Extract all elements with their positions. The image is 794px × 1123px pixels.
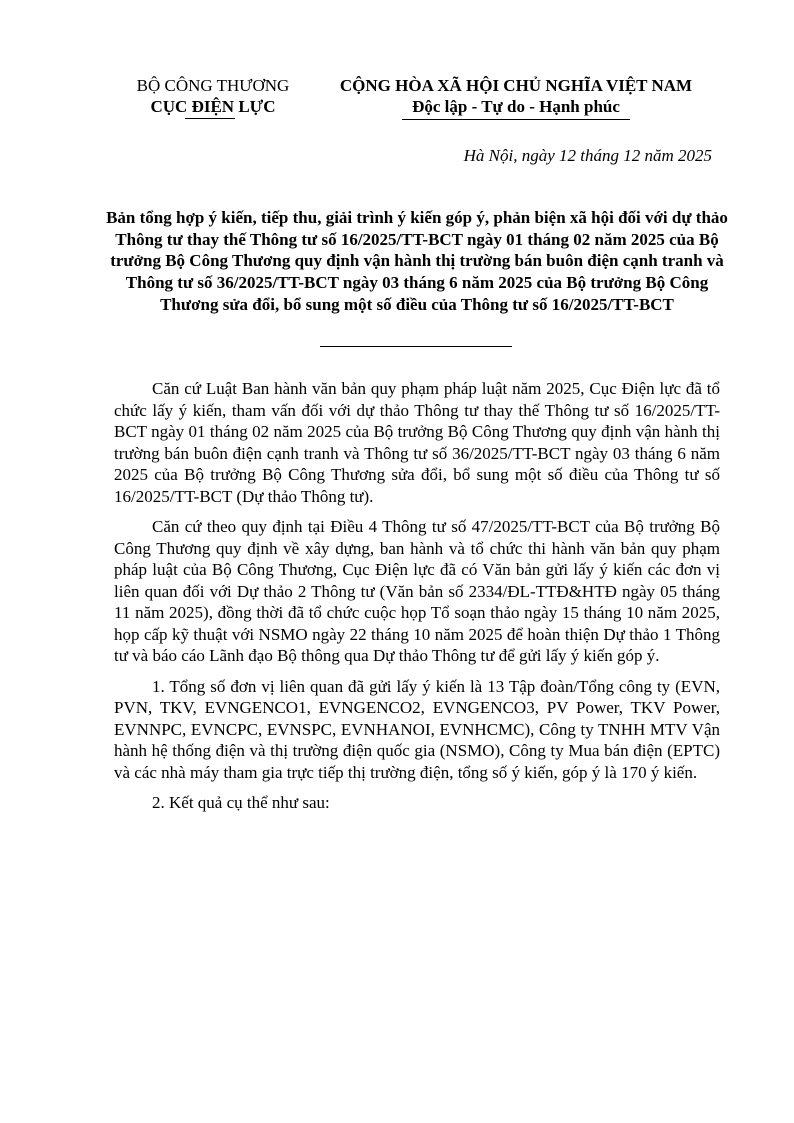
issuing-agency-block bbox=[118, 76, 308, 119]
nation-name: CỘNG HÒA XÃ HỘI CHỦ NGHĨA VIỆT NAM bbox=[339, 76, 693, 95]
department-name: CỤC ĐIỆN LỰC bbox=[150, 97, 276, 116]
document-body bbox=[114, 378, 720, 823]
national-motto: Độc lập - Tự do - Hạnh phúc bbox=[412, 97, 620, 116]
agency-underline bbox=[185, 118, 235, 119]
paragraph-legal-basis: Căn cứ Luật Ban hành văn bản quy phạm pháp luật năm 2025, Cục Điện lực đã tổ chức lấy ý kiến, tham vấn đối với dự thảo Thông tư thay thế Thông tư số 16/2025/TT-BCT ngày 01 tháng 02 năm 2025 của Bộ trưởng Bộ Công Thương quy định vận hành thị trường bán buôn điện cạnh tranh và Thông tư số 36/2025/TT-BCT ngày 03 tháng 6 năm 2025 của Bộ trưởng Bộ Công Thương sửa đổi, bổ sung một số điều của Thông tư số 16/2025/TT-BCT (Dự thảo Thông tư). bbox=[114, 379, 720, 506]
national-header-block bbox=[318, 76, 714, 120]
ministry-name: BỘ CÔNG THƯƠNG bbox=[136, 76, 290, 95]
paragraph-results: 2. Kết quả cụ thể như sau: bbox=[152, 793, 330, 812]
document-date: Hà Nội, ngày 12 tháng 12 năm 2025 bbox=[463, 146, 712, 165]
paragraph-consultation: Căn cứ theo quy định tại Điều 4 Thông tư số 47/2025/TT-BCT của Bộ trưởng Bộ Công Thương quy định về xây dựng, ban hành và tổ chức thi hành văn bản quy phạm pháp luật của Bộ Công Thương, Cục Điện lực đã có Văn bản gửi lấy ý kiến các đơn vị liên quan đối với Dự thảo 2 Thông tư (Văn bản số 2334/ĐL-TTĐ&HTĐ ngày 05 tháng 11 năm 2025), đồng thời đã tổ chức cuộc họp Tổ soạn thảo ngày 15 tháng 10 năm 2025, họp cấp kỹ thuật với NSMO ngày 22 tháng 10 năm 2025 để hoàn thiện Dự thảo 1 Thông tư và báo cáo Lãnh đạo Bộ thông qua Dự thảo Thông tư để gửi lấy ý kiến góp ý. bbox=[114, 517, 720, 665]
title-underline bbox=[320, 346, 512, 347]
document-title: Bản tổng hợp ý kiến, tiếp thu, giải trình ý kiến góp ý, phản biện xã hội đối với dự thảo Thông tư thay thế Thông tư số 16/2025/TT-BCT ngày 01 tháng 02 năm 2025 của Bộ trưởng Bộ Công Thương quy định vận hành thị trường bán buôn điện cạnh tranh và Thông tư số 36/2025/TT-BCT ngày 03 tháng 6 năm 2025 của Bộ trưởng Bộ Công Thương sửa đổi, bổ sung một số điều của Thông tư số 16/2025/TT-BCT bbox=[106, 208, 728, 314]
paragraph-units-count: 1. Tổng số đơn vị liên quan đã gửi lấy ý kiến là 13 Tập đoàn/Tổng công ty (EVN, PVN, TKV, EVNGENCO1, EVNGENCO2, EVNGENCO3, PV Power, TKV Power, EVNNPC, EVNCPC, EVNSPC, EVNHANOI, EVNHCMC), Công ty TNHH MTV Vận hành hệ thống điện và thị trường điện quốc gia (NSMO), Công ty Mua bán điện (EPTC) và các nhà máy tham gia trực tiếp thị trường điện, tổng số ý kiến, góp ý là 170 ý kiến. bbox=[114, 676, 720, 782]
motto-underline bbox=[402, 119, 630, 120]
